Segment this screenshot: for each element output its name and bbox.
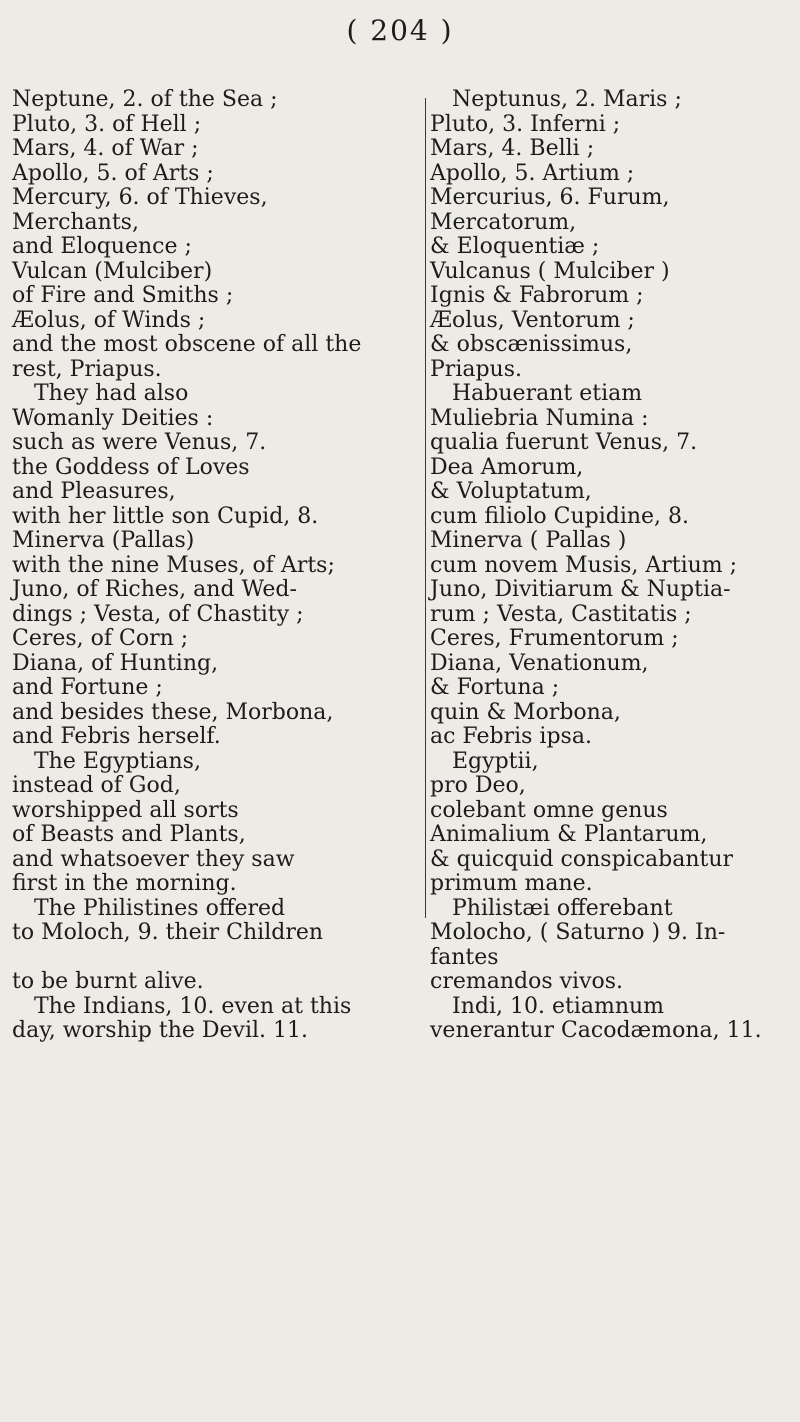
english-line: Vulcan (Mulciber): [12, 258, 213, 284]
english-line: Diana, of Hunting,: [12, 650, 219, 676]
latin-line: Mars, 4. Belli ;: [430, 136, 595, 161]
english-line: and whatsoever they saw: [12, 846, 295, 872]
english-column: [12, 88, 424, 1044]
latin-line: Æolus, Ventorum ;: [430, 307, 635, 333]
latin-line: Diana, Venationum,: [430, 650, 649, 676]
english-line: with her little son Cupid, 8.: [12, 503, 319, 529]
latin-column: [430, 88, 800, 1044]
english-line: [12, 946, 424, 971]
latin-line: Egyptii,: [452, 748, 539, 774]
english-line: of Beasts and Plants,: [12, 822, 246, 847]
english-line: worshipped all sorts: [12, 797, 239, 823]
latin-line: venerantur Cacodæmona, 11.: [430, 1018, 762, 1043]
latin-line: cum filiolo Cupidine, 8.: [430, 503, 690, 529]
english-line: They had also: [34, 381, 189, 406]
english-line: The Egyptians,: [34, 748, 201, 774]
latin-line: Apollo, 5. Artium ;: [430, 160, 635, 186]
english-line: Juno, of Riches, and Wed-: [12, 577, 297, 602]
english-line: Neptune, 2. of the Sea ;: [12, 87, 278, 112]
english-line: instead of God,: [12, 773, 181, 798]
english-line: day, worship the Devil. 11.: [12, 1018, 309, 1043]
latin-line: Priapus.: [430, 356, 523, 382]
english-line: rest, Priapus.: [12, 356, 162, 382]
english-line: to Moloch, 9. their Children: [12, 920, 324, 945]
latin-line: qualia fuerunt Venus, 7.: [430, 430, 698, 455]
page-number: ( 204 ): [346, 14, 454, 47]
latin-line: Molocho, ( Saturno ) 9. In-: [430, 920, 726, 945]
english-line: with the nine Muses, of Arts;: [12, 552, 335, 578]
english-line: and Febris herself.: [12, 724, 221, 749]
latin-line: & Voluptatum,: [430, 479, 592, 504]
english-line: such as were Venus, 7.: [12, 430, 267, 455]
latin-line: primum mane.: [430, 871, 593, 896]
english-line: Pluto, 3. of Hell ;: [12, 111, 202, 137]
latin-line: Minerva ( Pallas ): [430, 528, 627, 553]
english-line: and Pleasures,: [12, 479, 176, 504]
english-line: Ceres, of Corn ;: [12, 626, 189, 651]
english-line: and besides these, Morbona,: [12, 699, 334, 725]
latin-line: Dea Amorum,: [430, 454, 584, 480]
latin-line: Habuerant etiam: [452, 381, 643, 406]
latin-line: Philistæi offerebant: [452, 895, 673, 921]
latin-line: Indi, 10. etiamnum: [452, 993, 665, 1019]
english-line: Mercury, 6. of Thieves,: [12, 185, 268, 210]
latin-line: & quicquid conspicabantur: [430, 846, 734, 872]
column-divider: [425, 98, 426, 918]
english-line: and Fortune ;: [12, 675, 163, 700]
latin-line: & Eloquentiæ ;: [430, 234, 600, 259]
latin-line: rum ; Vesta, Castitatis ;: [430, 601, 692, 627]
latin-line: quin & Morbona,: [430, 699, 621, 725]
latin-line: Vulcanus ( Mulciber ): [430, 258, 670, 284]
latin-line: Ceres, Frumentorum ;: [430, 626, 679, 651]
latin-line: ac Febris ipsa.: [430, 724, 592, 749]
latin-line: Juno, Divitiarum & Nuptia-: [430, 577, 731, 602]
english-line: Æolus, of Winds ;: [12, 307, 206, 333]
english-line: of Fire and Smiths ;: [12, 283, 234, 308]
english-line: and the most obscene of all the: [12, 332, 362, 357]
latin-line: Animalium & Plantarum,: [430, 822, 708, 847]
english-line: The Indians, 10. even at this: [34, 993, 352, 1019]
latin-line: Pluto, 3. Inferni ;: [430, 111, 621, 137]
latin-line: Mercatorum,: [430, 209, 577, 235]
latin-line: cremandos vivos.: [430, 969, 624, 994]
english-line: The Philistines offered: [34, 895, 286, 921]
english-line: Womanly Deities :: [12, 405, 214, 431]
english-line: the Goddess of Loves: [12, 454, 250, 480]
english-line: first in the morning.: [12, 871, 237, 896]
english-line: Merchants,: [12, 209, 139, 235]
latin-line: fantes: [430, 944, 499, 970]
latin-line: & obscænissimus,: [430, 332, 633, 357]
latin-line: & Fortuna ;: [430, 675, 560, 700]
latin-line: Neptunus, 2. Maris ;: [452, 87, 682, 112]
latin-line: Mercurius, 6. Furum,: [430, 185, 670, 210]
latin-line: Ignis & Fabrorum ;: [430, 283, 644, 308]
english-line: Mars, 4. of War ;: [12, 136, 199, 161]
english-line: to be burnt alive.: [12, 969, 204, 994]
english-line: Apollo, 5. of Arts ;: [12, 160, 214, 186]
latin-line: pro Deo,: [430, 773, 526, 798]
english-line: dings ; Vesta, of Chastity ;: [12, 601, 304, 627]
latin-line: Muliebria Numina :: [430, 405, 649, 431]
english-line: Minerva (Pallas): [12, 528, 195, 553]
latin-line: colebant omne genus: [430, 797, 668, 823]
latin-line: cum novem Musis, Artium ;: [430, 552, 738, 578]
english-line: and Eloquence ;: [12, 234, 192, 259]
